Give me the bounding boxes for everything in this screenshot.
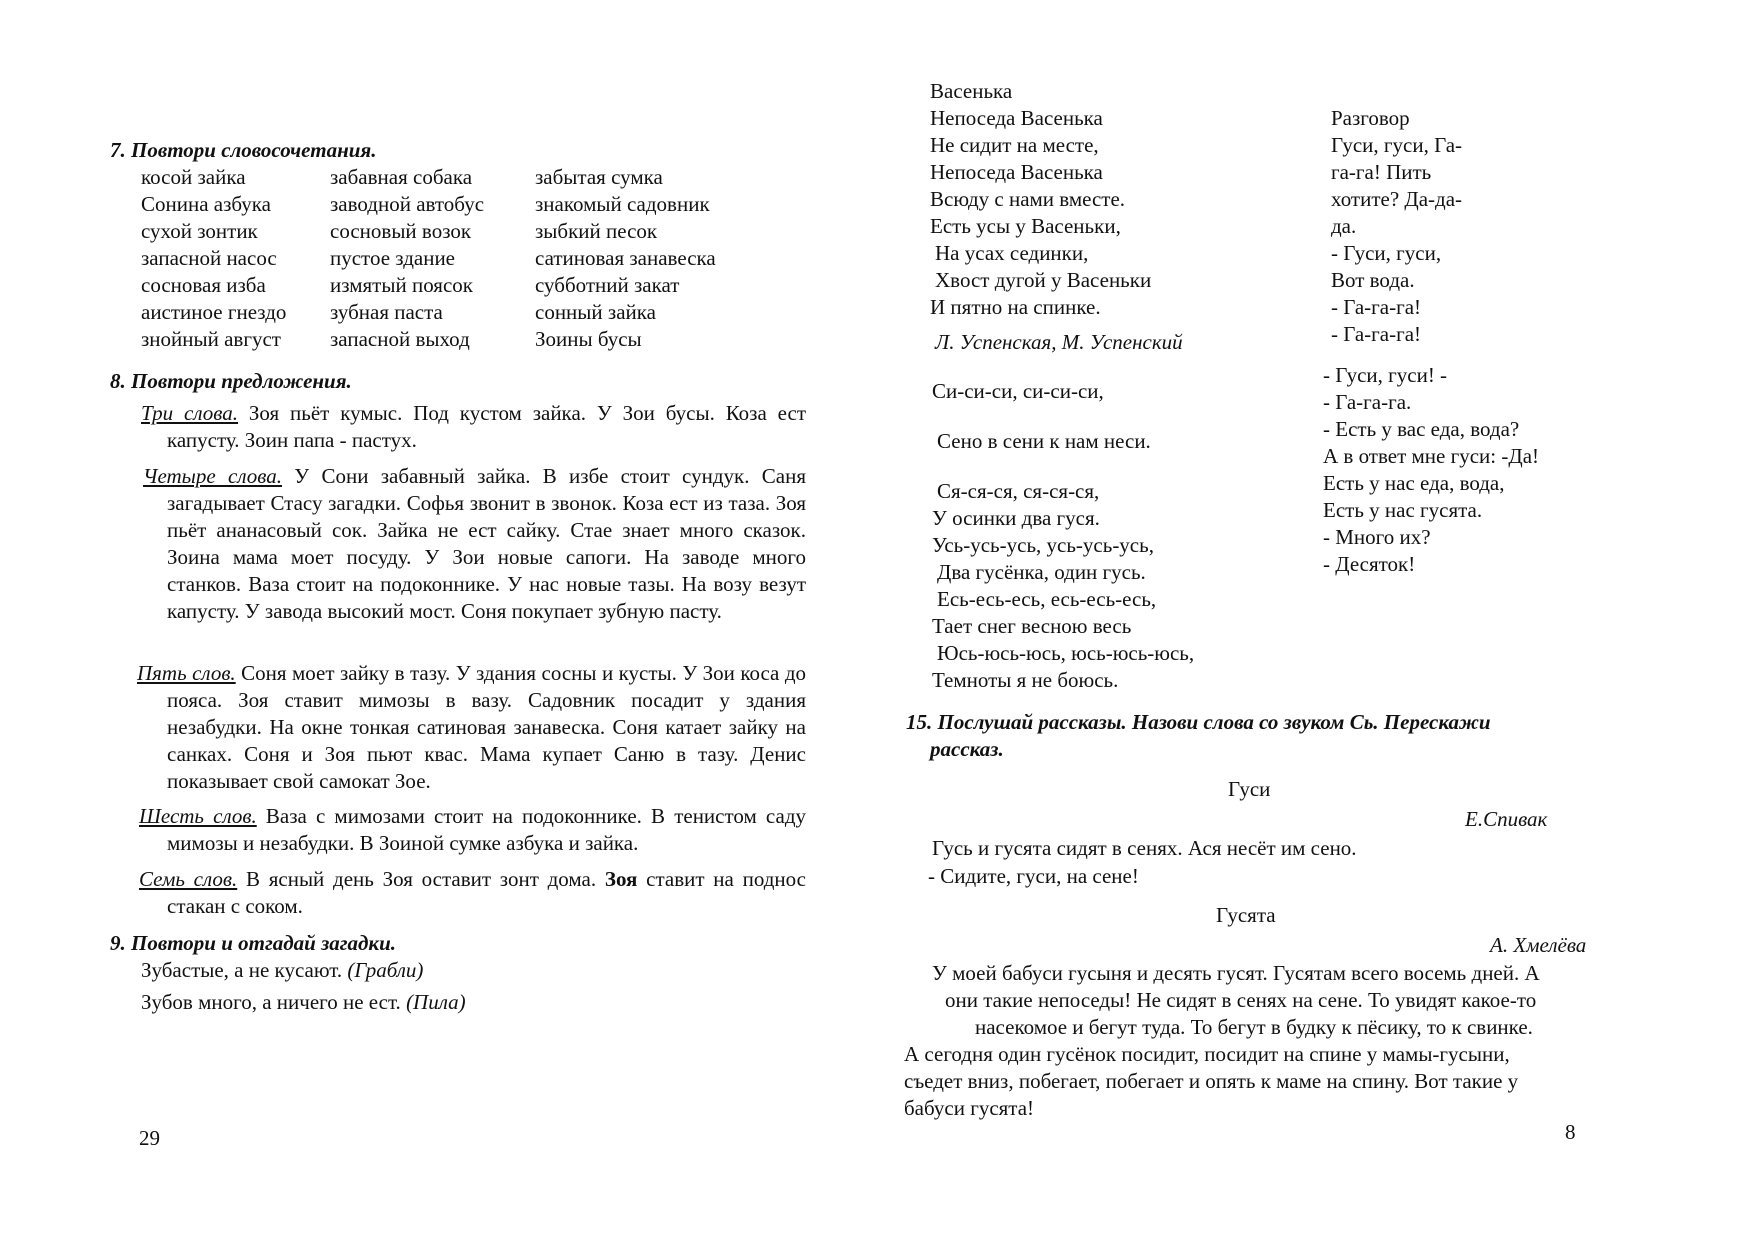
- story-gusi-line: - Сидите, гуси, на сене!: [928, 864, 1139, 888]
- phrase: сухой зонтик: [141, 219, 258, 243]
- poem-line: - Десяток!: [1323, 552, 1416, 576]
- poem-razgovor: [1331, 132, 1462, 348]
- page-number-right: 8: [1565, 1120, 1576, 1144]
- phrase: забытая сумка: [535, 165, 663, 189]
- poem-line: А в ответ мне гуси: -Да!: [1323, 444, 1540, 468]
- poem-line: Два гусёнка, один гусь.: [937, 560, 1146, 584]
- poem-line: Тает снег весною весь: [932, 614, 1132, 638]
- phrase: сосновая изба: [141, 273, 266, 297]
- story-gusyata-line: У моей бабуси гусыня и десять гусят. Гусятам всего восемь дней. А: [932, 961, 1540, 985]
- section-15-title-cont: рассказ.: [930, 737, 1004, 761]
- poem-vasenka: [930, 105, 1151, 321]
- poem-line: Хвост дугой у Васеньки: [935, 268, 1152, 292]
- phrase: измятый поясок: [330, 273, 473, 297]
- sentences-four-words: Четыре слова. У Сони забавный зайка. В избе стоит сундук. Саня загадывает Стасу загадки. Софья звонит в звонок. Коза ест из таза. Зоя пьёт ананасовый сок. Зайка не ест сайку. Стае знает много сказок. Зоина мама моет посуду. У Зои новые сапоги. На заводе много станков. Ваза стоит на подоконнике. У нас новые тазы. На возу везут капусту. У завода высокий мост. Соня покупает зубную пасту.: [143, 464, 806, 623]
- phrase-column-3: [535, 164, 716, 353]
- label-six-words: Шесть слов.: [139, 804, 257, 828]
- label-four-words: Четыре слова.: [143, 464, 282, 488]
- story-gusyata-author: А. Хмелёва: [1490, 933, 1587, 957]
- phrase: пустое здание: [330, 246, 456, 270]
- poem-line: Гуси, гуси, Га-: [1331, 133, 1463, 157]
- poem-line: Темноты я не боюсь.: [932, 668, 1119, 692]
- poem-line: Юсь-юсь-юсь, юсь-юсь-юсь,: [937, 641, 1195, 665]
- phrase: косой зайка: [141, 165, 246, 189]
- poem-sya: [932, 478, 1194, 694]
- riddle-2: Зубов много, а ничего не ест. (Пила): [141, 990, 466, 1014]
- phrase: заводной автобус: [330, 192, 485, 216]
- story-gusi-title: Гуси: [1228, 777, 1271, 801]
- phrase: запасной насос: [141, 246, 277, 270]
- poem-razgovor-title: Разговор: [1331, 106, 1410, 130]
- poem-gusi-dialog: [1323, 362, 1539, 578]
- riddle-1: Зубастые, а не кусают. (Грабли): [141, 958, 424, 982]
- page-number-left: 29: [139, 1126, 160, 1150]
- poem-vasenka-title: Васенька: [930, 79, 1013, 103]
- label-five-words: Пять слов.: [137, 661, 236, 685]
- story-gusyata-line: насекомое и бегут туда. То бегут в будку к пёсику, то к свинке.: [975, 1015, 1533, 1039]
- poem-line: У осинки два гуся.: [932, 506, 1100, 530]
- label-three-words: Три слова.: [141, 401, 238, 425]
- poem-line: Есть у нас еда, вода,: [1323, 471, 1505, 495]
- section-15-title: 15. Послушай рассказы. Назови слова со звуком Сь. Перескажи: [906, 710, 1491, 734]
- sentences-three-words: Три слова. Зоя пьёт кумыс. Под кустом зайка. У Зои бусы. Коза ест капусту. Зоин папа - пастух.: [141, 401, 806, 452]
- section-8-title: 8. Повтори предложения.: [110, 369, 352, 393]
- sentences-six-words: Шесть слов. Ваза с мимозами стоит на подоконнике. В тенистом саду мимозы и незабудки. В Зоиной сумке азбука и зайка.: [139, 804, 807, 855]
- poem-line: - Есть у вас еда, вода?: [1323, 417, 1520, 441]
- section-7-title: 7. Повтори словосочетания.: [110, 138, 377, 162]
- phrase: зубная паста: [330, 300, 443, 324]
- section-9-title: 9. Повтори и отгадай загадки.: [110, 931, 397, 955]
- phrase: забавная собака: [330, 165, 473, 189]
- poem-line: хотите? Да-да-: [1331, 187, 1463, 211]
- phrase: сатиновая занавеска: [535, 246, 716, 270]
- phrase: аистиное гнездо: [141, 300, 287, 324]
- poem-line: Непоседа Васенька: [930, 160, 1103, 184]
- poem-line: Непоседа Васенька: [930, 106, 1103, 130]
- poem-line: да.: [1331, 214, 1357, 238]
- poem-line: - Гуси, гуси,: [1331, 241, 1442, 265]
- poem-line: - Га-га-га!: [1331, 322, 1422, 346]
- phrase: Зоины бусы: [535, 327, 642, 351]
- poem-si-line-1: Си-си-си, си-си-си,: [932, 379, 1104, 403]
- phrase: Сонина азбука: [141, 192, 271, 216]
- phrase: знакомый садовник: [535, 192, 710, 216]
- phrase: зыбкий песок: [535, 219, 658, 243]
- phrase-column-2: [330, 164, 484, 353]
- poem-line: - Много их?: [1323, 525, 1431, 549]
- poem-line: - Га-га-га!: [1331, 295, 1422, 319]
- poem-line: Усь-усь-усь, усь-усь-усь,: [932, 533, 1154, 557]
- phrase-column-1: [141, 164, 286, 353]
- poem-line: На усах сединки,: [935, 241, 1089, 265]
- story-gusyata-line: А сегодня один гусёнок посидит, посидит на спине у мамы-гусыни,: [904, 1042, 1510, 1066]
- story-gusyata-line: они такие непоседы! Не сидят в сенях на сене. То увидят какое-то: [945, 988, 1537, 1012]
- poem-line: Есь-есь-есь, есь-есь-есь,: [937, 587, 1157, 611]
- poem-line: - Гуси, гуси! -: [1323, 363, 1448, 387]
- poem-vasenka-author: Л. Успенская, М. Успенский: [935, 330, 1183, 354]
- poem-line: га-га! Пить: [1331, 160, 1432, 184]
- poem-line: И пятно на спинке.: [930, 295, 1101, 319]
- poem-line: Есть усы у Васеньки,: [930, 214, 1121, 238]
- story-gusyata-line: бабуси гусята!: [904, 1096, 1035, 1120]
- story-gusyata-title: Гусята: [1216, 903, 1276, 927]
- poem-line: - Га-га-га.: [1323, 390, 1412, 414]
- poem-si-line-2: Сено в сени к нам неси.: [937, 429, 1151, 453]
- poem-line: Всюду с нами вместе.: [930, 187, 1126, 211]
- poem-line: Вот вода.: [1331, 268, 1415, 292]
- story-gusi-author: Е.Спивак: [1465, 807, 1548, 831]
- sentences-five-words: Пять слов. Соня моет зайку в тазу. У здания сосны и кусты. У Зои коса до пояса. Зоя ставит мимозы в вазу. Садовник посадит у здания незабудки. На окне тонкая сатиновая занавеска. Соня катает зайку на санках. Соня и Зоя пьют квас. Мама купает Саню в тазу. Денис показывает свой самокат Зое.: [137, 661, 806, 793]
- sentences-seven-words: Семь слов. В ясный день Зоя оставит зонт дома. Зоя ставит на поднос стакан с соком.: [139, 867, 806, 918]
- label-seven-words: Семь слов.: [139, 867, 238, 891]
- story-gusyata-line: съедет вниз, побегает, побегает и опять к маме на спину. Вот такие у: [904, 1069, 1519, 1093]
- phrase: знойный август: [141, 327, 281, 351]
- poem-line: Есть у нас гусята.: [1323, 498, 1483, 522]
- phrase: запасной выход: [330, 327, 470, 351]
- phrase: субботний закат: [535, 273, 680, 297]
- story-gusi-line: Гусь и гусята сидят в сенях. Ася несёт им сено.: [932, 836, 1357, 860]
- phrase: сонный зайка: [535, 300, 656, 324]
- poem-line: Не сидит на месте,: [930, 133, 1099, 157]
- phrase: сосновый возок: [330, 219, 472, 243]
- poem-line: Ся-ся-ся, ся-ся-ся,: [937, 479, 1100, 503]
